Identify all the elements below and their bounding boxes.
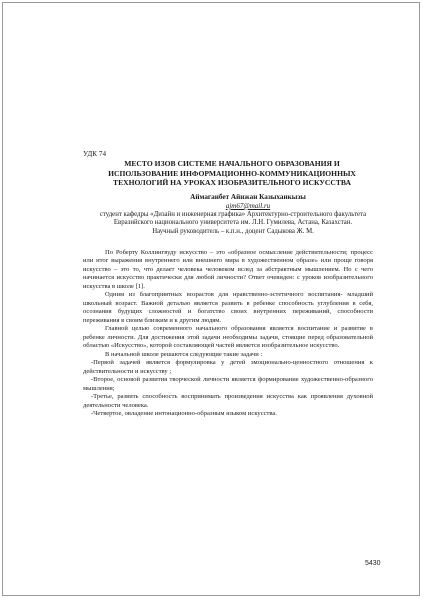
article — [83, 150, 373, 419]
list-item: -Первой задачей является формулировка у детей эмоционально-ценностного отношения к действительности и искусству ; — [83, 359, 373, 375]
author-email[interactable]: ajm67@mail.ru — [225, 201, 271, 210]
body-paragraph: Главной целью современного начального образования является воспитание и развитие в ребенке личности. Для достижения этой задачи необходимы задачи, стоящие перед образовательной областью «Искусство», которой составляющей частей является изобразительное искусство. — [83, 325, 373, 350]
scientific-advisor: Научный руководитель – к.п.н., доцент Садыкова Ж. М. — [152, 227, 314, 235]
title-line: ИСПОЛЬЗОВАНИЕ ИНФОРМАЦИОННО-КОММУНИКАЦИОННЫХ — [108, 168, 356, 178]
title-line: ТЕХНОЛОГИЙ НА УРОКАХ ИЗОБРАЗИТЕЛЬНОГО ИСКУССТВА — [113, 178, 351, 188]
author-name: Аймаганбет Айнжан Казыханкызы — [190, 192, 306, 201]
body-paragraph: По Роберту Коллингвуду искусство – это «образное осмысление действительности; процесс или итог выражения внутреннего или внешнего мира в художественном образе» или проще говоря искусство – это то, что делает человека человеком вслед за абстрактным мышлением. Но с чего начинается искусство практически для любой личности? Ответ очевиден: с уроков изобразительного искусства в школе [1]. — [83, 248, 373, 290]
list-intro: В начальной школе решаются следующие такие задачи : — [105, 350, 263, 358]
page-number: 5430 — [365, 560, 381, 567]
article-title — [91, 159, 373, 188]
title-line: МЕСТО ИЗОВ СИСТЕМЕ НАЧАЛЬНОГО ОБРАЗОВАНИЯ И — [124, 159, 340, 168]
list-item: -Третье, развить способность воспринимать произведения искусства как проявления духовной деятельности человека. — [83, 393, 373, 409]
udc-code: УДК 74 — [83, 150, 107, 158]
list-item: -Второе, основой развития творческой личности является формирование художественно-образного мышления; — [83, 376, 373, 392]
list-item: -Четвертое, овладение интонационно-образным языком искусства. — [91, 410, 277, 418]
author-affiliation: студент кафедры «Дизайн и инженерная графика» Архитектурно-строительного факультета Евразийского национального университета им. Л.Н. Гумилева, Астана, Казахстан. — [99, 210, 367, 227]
body-paragraph: Одним из благоприятных возрастов для нравственно-эстетичного воспитания- младший школьный возраст. Важной деталью является развить в ребенке способность углубления в себя, осознания будущих сложностей и богатство своих внутренних переживаний, способности переживания в своим близким и к другим людям. — [83, 291, 373, 324]
